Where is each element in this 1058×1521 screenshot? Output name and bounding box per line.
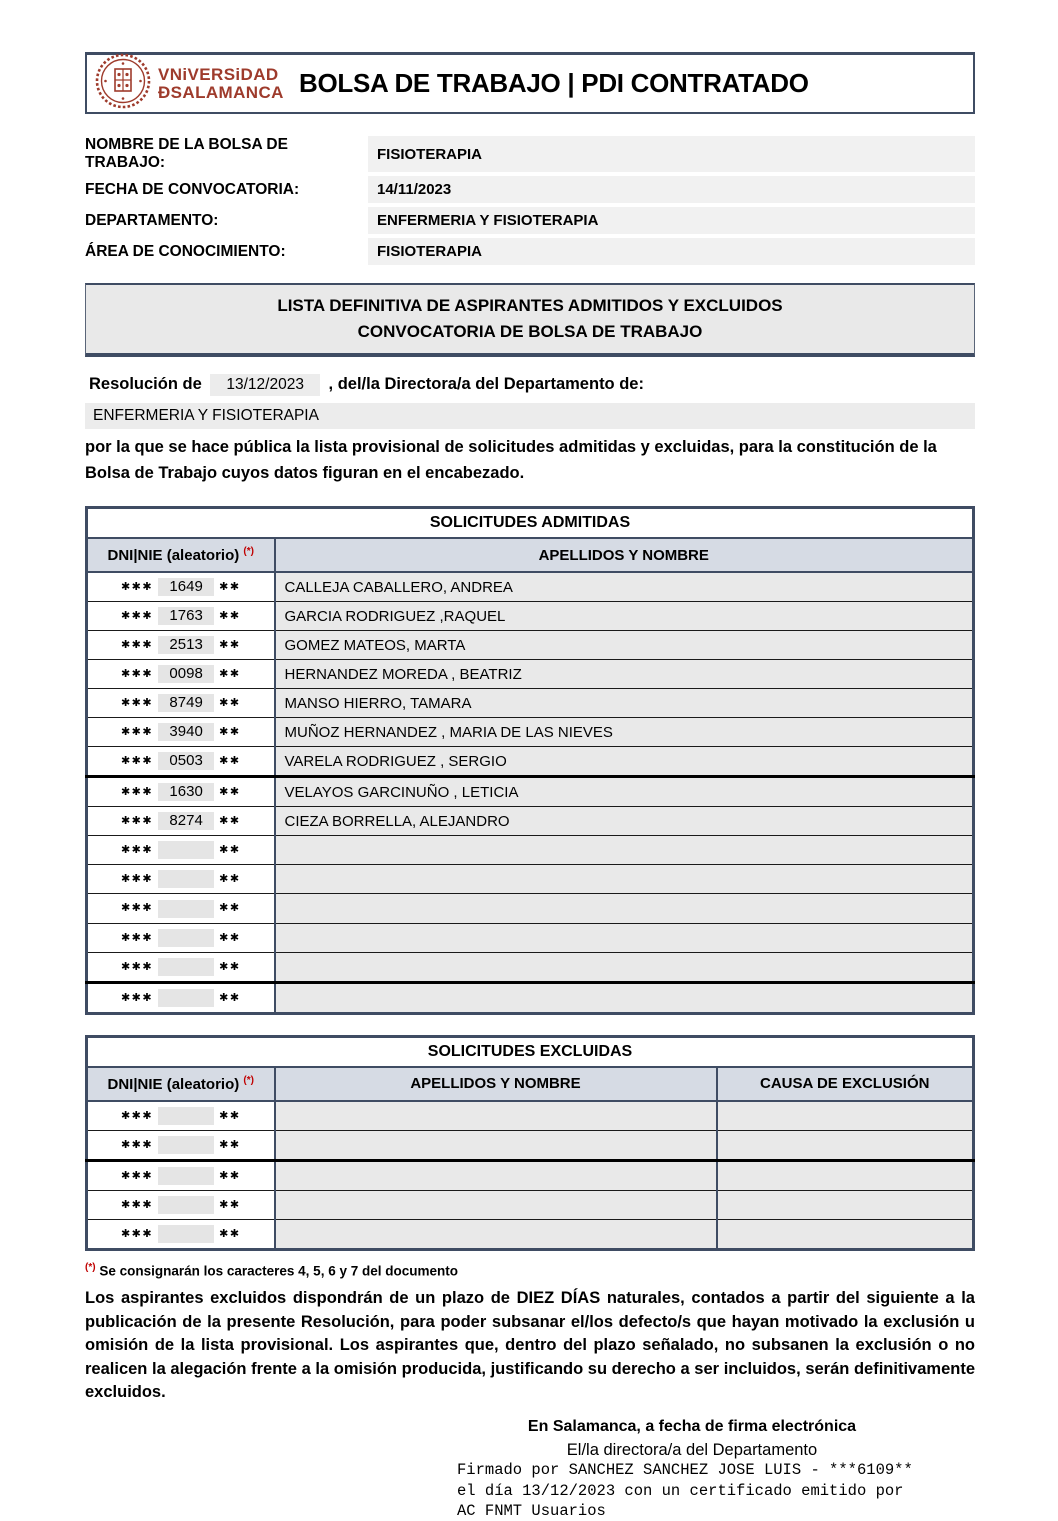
dni-mask-prefix: ✱✱✱: [120, 1227, 154, 1240]
name-cell: VELAYOS GARCINUÑO , LETICIA: [275, 777, 974, 807]
name-cell: [275, 1101, 717, 1131]
stamp-line: el día 13/12/2023 con un certificado emitido por: [457, 1481, 904, 1500]
nombre-bolsa-value: FISIOTERAPIA: [368, 136, 975, 172]
dni-mask-prefix: ✱✱✱: [120, 1138, 154, 1151]
dni-mask-prefix: ✱✱✱: [120, 844, 154, 857]
dni-mask-prefix: ✱✱✱: [120, 697, 154, 710]
dni-mask-suffix: ✱✱: [219, 815, 241, 828]
table-row: [87, 982, 974, 1013]
table-row: [87, 807, 974, 836]
dni-digits: 0098: [158, 665, 214, 683]
area-conocimiento-label: ÁREA DE CONOCIMIENTO:: [85, 242, 286, 260]
logo-wordmark-line1: VNiVERSiDAD: [158, 64, 279, 84]
stamp-line: AC FNMT Usuarios: [457, 1501, 606, 1520]
dni-digits: [158, 1107, 214, 1125]
dni-digits: 8749: [158, 694, 214, 712]
cause-cell: [717, 1130, 974, 1160]
table-row: [87, 1101, 974, 1131]
name-cell: [275, 1160, 717, 1190]
admitted-table-header-row: [87, 538, 974, 572]
table-row: [87, 660, 974, 689]
name-cell: CALLEJA CABALLERO, ANDREA: [275, 572, 974, 602]
dni-mask-suffix: ✱✱: [219, 902, 241, 915]
dni-digits: 0503: [158, 752, 214, 770]
table-row: [87, 718, 974, 747]
name-cell: CIEZA BORRELLA, ALEJANDRO: [275, 807, 974, 836]
table-row: [87, 865, 974, 894]
dni-digits: 1630: [158, 783, 214, 801]
table-row: [87, 777, 974, 807]
dni-mask-suffix: ✱✱: [219, 668, 241, 681]
dni-mask-prefix: ✱✱✱: [120, 610, 154, 623]
dni-digits: 1649: [158, 578, 214, 596]
dni-cell: [87, 689, 275, 718]
name-cell: [275, 923, 974, 952]
dni-mask-prefix: ✱✱✱: [120, 726, 154, 739]
admitted-col-dni-label: DNI|NIE (aleatorio): [107, 547, 240, 565]
dni-mask-prefix: ✱✱✱: [120, 1169, 154, 1182]
dni-cell: [87, 982, 275, 1013]
table-row: [87, 1219, 974, 1249]
footnote: [85, 1262, 975, 1279]
dni-mask-suffix: ✱✱: [219, 1169, 241, 1182]
area-conocimiento-value: FISIOTERAPIA: [368, 238, 975, 265]
admitted-col-name: APELLIDOS Y NOMBRE: [275, 538, 974, 572]
signature-block: [457, 1418, 927, 1520]
table-row: [87, 747, 974, 777]
dni-mask-suffix: ✱✱: [219, 755, 241, 768]
departamento-value: ENFERMERIA Y FISIOTERAPIA: [368, 207, 975, 234]
dni-cell: [87, 894, 275, 923]
logo-wordmark: [158, 66, 284, 102]
dni-cell: [87, 1130, 275, 1160]
dni-cell: [87, 602, 275, 631]
cause-cell: [717, 1160, 974, 1190]
signature-role-line: El/la directora/a del Departamento: [566, 1441, 818, 1460]
admitted-table: [85, 506, 975, 1014]
dni-mask-suffix: ✱✱: [219, 639, 241, 652]
dni-digits: 8274: [158, 812, 214, 830]
dni-mask-suffix: ✱✱: [219, 786, 241, 799]
signature-place-line: En Salamanca, a fecha de firma electrónica: [527, 1418, 857, 1436]
excluded-table: [85, 1035, 975, 1251]
dni-mask-suffix: ✱✱: [219, 581, 241, 594]
name-cell: [275, 1130, 717, 1160]
universidad-salamanca-logo: [95, 53, 285, 114]
dni-digits: 1763: [158, 607, 214, 625]
name-cell: MANSO HIERRO, TAMARA: [275, 689, 974, 718]
table-row: [87, 894, 974, 923]
dni-digits: [158, 1136, 214, 1154]
dni-mask-suffix: ✱✱: [219, 1227, 241, 1240]
table-row: [87, 572, 974, 602]
dni-digits: [158, 841, 214, 859]
name-cell: [275, 1190, 717, 1219]
header-box: [85, 52, 975, 114]
fecha-convocatoria-value: 14/11/2023: [368, 176, 975, 203]
excluded-col-dni-footmark: (*): [243, 1074, 254, 1086]
table-row: [87, 836, 974, 865]
stamp-line: Firmado por SANCHEZ SANCHEZ JOSE LUIS - ***6109**: [457, 1461, 913, 1480]
dni-cell: [87, 836, 275, 865]
resolution-body: por la que se hace pública la lista provisional de solicitudes admitidas y excluidas, para la constitución de la Bolsa de Trabajo cuyos datos figuran en el encabezado.: [85, 438, 937, 482]
dni-mask-prefix: ✱✱✱: [120, 902, 154, 915]
dni-digits: [158, 989, 214, 1007]
name-cell: [275, 865, 974, 894]
logo-wordmark-line2: ÐSALAMANCA: [158, 82, 284, 102]
dni-digits: 2513: [158, 636, 214, 654]
dni-cell: [87, 1190, 275, 1219]
dni-mask-suffix: ✱✱: [219, 697, 241, 710]
name-cell: VARELA RODRIGUEZ , SERGIO: [275, 747, 974, 777]
page-title: BOLSA DE TRABAJO | PDI CONTRATADO: [299, 68, 809, 98]
dni-mask-suffix: ✱✱: [219, 844, 241, 857]
dni-cell: [87, 777, 275, 807]
table-row: [87, 923, 974, 952]
section-title-box: [85, 283, 975, 357]
table-row: [87, 1130, 974, 1160]
admitted-table-title: SOLICITUDES ADMITIDAS: [87, 508, 974, 539]
table-row: [87, 689, 974, 718]
dni-mask-prefix: ✱✱✱: [120, 931, 154, 944]
dni-mask-suffix: ✱✱: [219, 960, 241, 973]
dni-mask-prefix: ✱✱✱: [120, 815, 154, 828]
universidad-seal-icon: [95, 53, 151, 114]
electronic-signature-stamp: [457, 1460, 927, 1520]
name-cell: GOMEZ MATEOS, MARTA: [275, 631, 974, 660]
dni-digits: [158, 1196, 214, 1214]
excluded-table-title: SOLICITUDES EXCLUIDAS: [87, 1036, 974, 1067]
form-section: [85, 136, 975, 265]
excluded-col-name: APELLIDOS Y NOMBRE: [275, 1067, 717, 1101]
legal-paragraph: Los aspirantes excluidos dispondrán de un plazo de DIEZ DÍAS naturales, contados a partir del siguiente a la publicación de la presente Resolución, para poder subsanar el/los defecto/s que hayan motivado la exclusión u omisión de la lista provisional. Los aspirantes que, dentro del plazo señalado, no subsanen la exclusión o no realicen la alegación frente a la omisión producida, justificando su derecho a ser incluidos, serán definitivamente excluidos.: [85, 1289, 975, 1401]
resolution-date: 13/12/2023: [210, 374, 320, 396]
dni-mask-suffix: ✱✱: [219, 1109, 241, 1122]
dni-cell: [87, 952, 275, 982]
excluded-col-dni: [87, 1067, 275, 1101]
resolution-suffix: , del/la Directora/a del Departamento de:: [328, 375, 644, 393]
form-row-nombre: [85, 136, 975, 172]
name-cell: HERNANDEZ MOREDA , BEATRIZ: [275, 660, 974, 689]
footnote-mark: (*): [85, 1261, 96, 1273]
name-cell: GARCIA RODRIGUEZ ,RAQUEL: [275, 602, 974, 631]
cause-cell: [717, 1219, 974, 1249]
table-row: [87, 631, 974, 660]
cause-cell: [717, 1190, 974, 1219]
dni-mask-prefix: ✱✱✱: [120, 1109, 154, 1122]
dni-digits: [158, 900, 214, 918]
dni-mask-prefix: ✱✱✱: [120, 873, 154, 886]
admitted-col-dni-footmark: (*): [243, 546, 254, 558]
departamento-label: DEPARTAMENTO:: [85, 211, 219, 229]
dni-mask-prefix: ✱✱✱: [120, 786, 154, 799]
dni-digits: 3940: [158, 723, 214, 741]
fecha-convocatoria-label: FECHA DE CONVOCATORIA:: [85, 180, 300, 198]
dni-mask-suffix: ✱✱: [219, 1198, 241, 1211]
dni-cell: [87, 660, 275, 689]
name-cell: MUÑOZ HERNANDEZ , MARIA DE LAS NIEVES: [275, 718, 974, 747]
dni-mask-suffix: ✱✱: [219, 610, 241, 623]
dni-mask-prefix: ✱✱✱: [120, 668, 154, 681]
dni-cell: [87, 747, 275, 777]
dni-mask-suffix: ✱✱: [219, 991, 241, 1004]
dni-mask-prefix: ✱✱✱: [120, 755, 154, 768]
admitted-col-dni: [87, 538, 275, 572]
table-row: [87, 1160, 974, 1190]
dni-cell: [87, 1160, 275, 1190]
admitted-table-title-row: [87, 508, 974, 539]
cause-cell: [717, 1101, 974, 1131]
table-row: [87, 602, 974, 631]
name-cell: [275, 1219, 717, 1249]
footnote-text: Se consignarán los caracteres 4, 5, 6 y 7 del documento: [99, 1263, 458, 1279]
name-cell: [275, 836, 974, 865]
form-row-departamento: [85, 207, 975, 234]
name-cell: [275, 952, 974, 982]
name-cell: [275, 982, 974, 1013]
dni-cell: [87, 631, 275, 660]
dni-digits: [158, 929, 214, 947]
resolution-prefix: Resolución de: [89, 375, 202, 393]
dni-mask-prefix: ✱✱✱: [120, 1198, 154, 1211]
dni-digits: [158, 1225, 214, 1243]
dni-mask-prefix: ✱✱✱: [120, 960, 154, 973]
dni-mask-prefix: ✱✱✱: [120, 991, 154, 1004]
dni-mask-prefix: ✱✱✱: [120, 581, 154, 594]
nombre-bolsa-label: NOMBRE DE LA BOLSA DE TRABAJO:: [85, 136, 288, 171]
dni-cell: [87, 1219, 275, 1249]
section-title-line1: LISTA DEFINITIVA DE ASPIRANTES ADMITIDOS Y EXCLUIDOS: [277, 296, 783, 315]
section-title-line2: CONVOCATORIA DE BOLSA DE TRABAJO: [357, 321, 703, 341]
dni-mask-suffix: ✱✱: [219, 726, 241, 739]
dni-cell: [87, 923, 275, 952]
excluded-col-dni-label: DNI|NIE (aleatorio): [107, 1075, 240, 1093]
dni-cell: [87, 718, 275, 747]
resolution-department: ENFERMERIA Y FISIOTERAPIA: [85, 403, 975, 429]
dni-cell: [87, 1101, 275, 1131]
dni-cell: [87, 807, 275, 836]
dni-digits: [158, 870, 214, 888]
dni-mask-suffix: ✱✱: [219, 931, 241, 944]
dni-mask-suffix: ✱✱: [219, 873, 241, 886]
document-page: [85, 0, 975, 1521]
dni-mask-prefix: ✱✱✱: [120, 639, 154, 652]
dni-cell: [87, 865, 275, 894]
dni-cell: [87, 572, 275, 602]
dni-digits: [158, 958, 214, 976]
name-cell: [275, 894, 974, 923]
excluded-table-header-row: [87, 1067, 974, 1101]
dni-digits: [158, 1167, 214, 1185]
resolution-line: [85, 374, 975, 396]
table-row: [87, 952, 974, 982]
table-row: [87, 1190, 974, 1219]
form-row-fecha: [85, 176, 975, 203]
excluded-col-cause: CAUSA DE EXCLUSIÓN: [717, 1067, 974, 1101]
dni-mask-suffix: ✱✱: [219, 1138, 241, 1151]
excluded-table-title-row: [87, 1036, 974, 1067]
form-row-area: [85, 238, 975, 265]
